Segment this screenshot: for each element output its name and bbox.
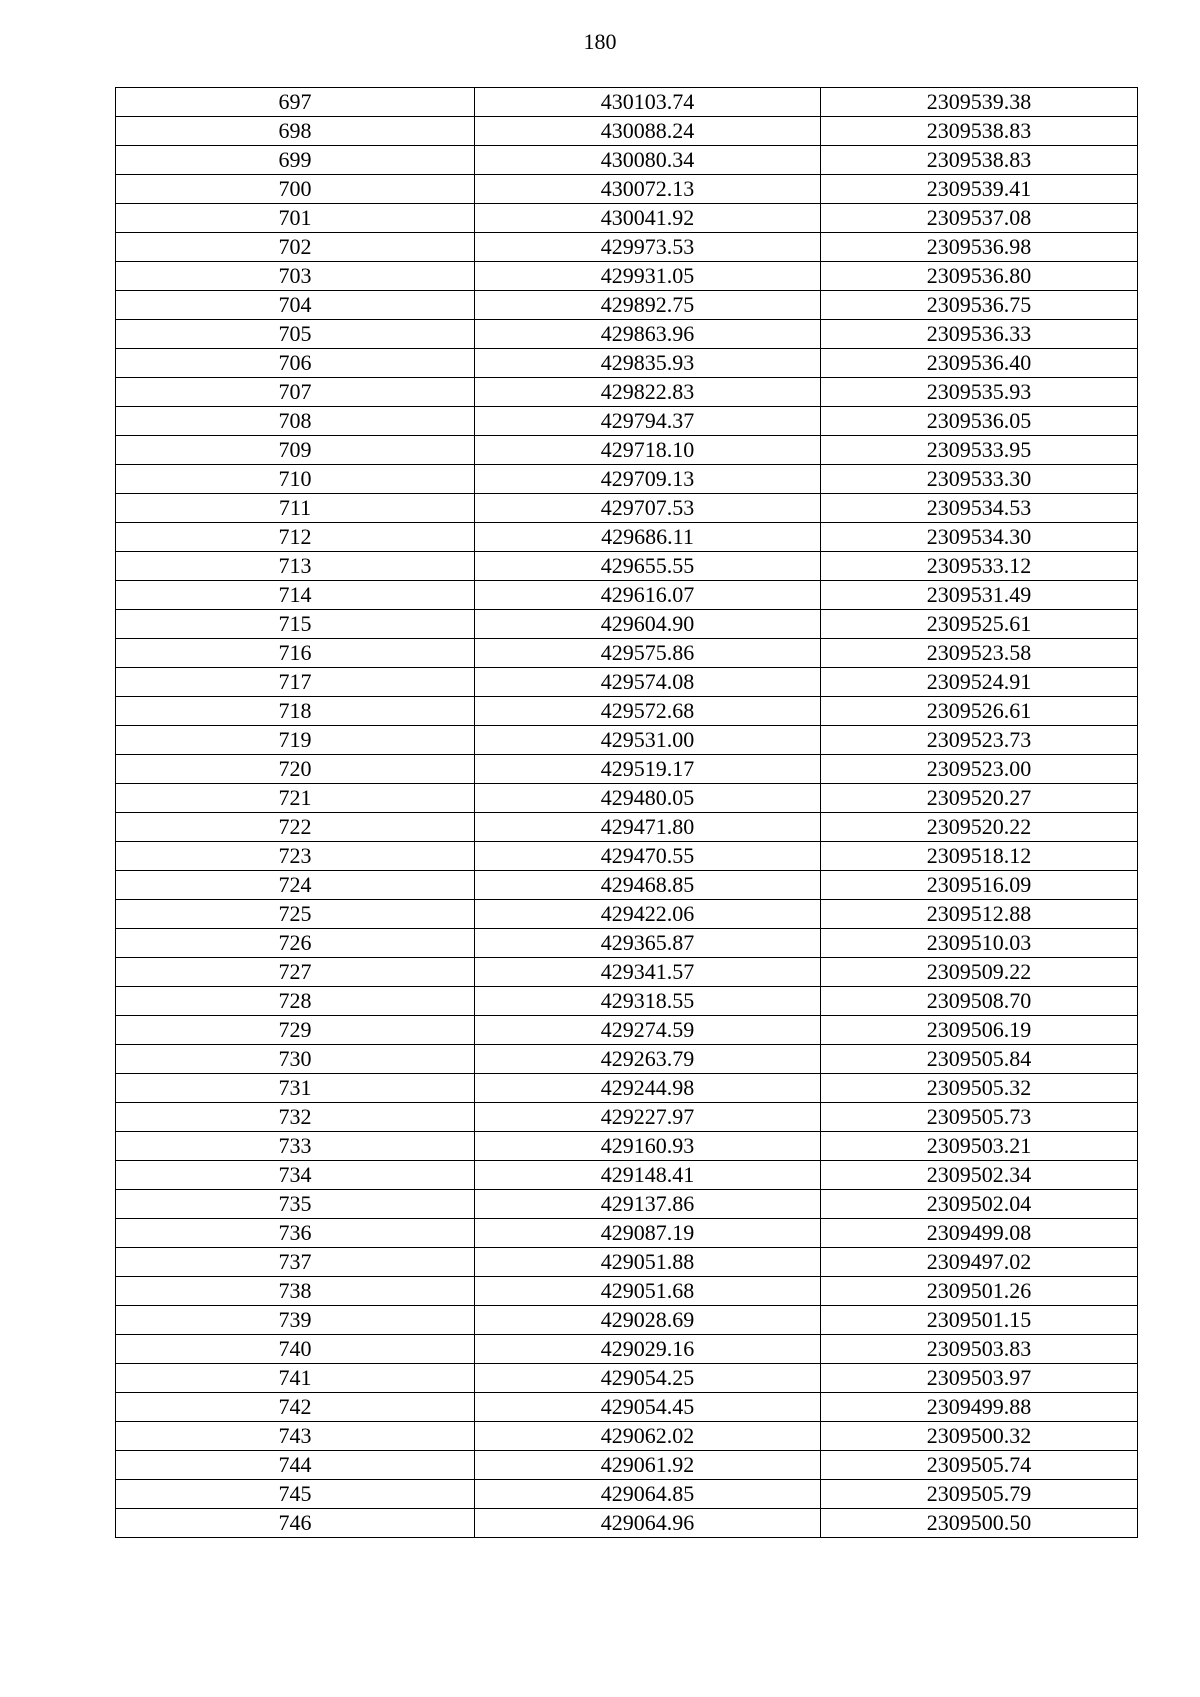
table-row bbox=[116, 1219, 1138, 1248]
point-number-cell: 717 bbox=[116, 668, 475, 697]
table-row bbox=[116, 639, 1138, 668]
x-coordinate-cell: 429973.53 bbox=[475, 233, 821, 262]
point-number-cell: 733 bbox=[116, 1132, 475, 1161]
y-coordinate-cell: 2309531.49 bbox=[821, 581, 1138, 610]
x-coordinate-cell: 429863.96 bbox=[475, 320, 821, 349]
point-number-cell: 745 bbox=[116, 1480, 475, 1509]
table-row bbox=[116, 146, 1138, 175]
coordinate-table bbox=[115, 87, 1138, 1538]
point-number-cell: 720 bbox=[116, 755, 475, 784]
point-number-cell: 712 bbox=[116, 523, 475, 552]
table-row bbox=[116, 349, 1138, 378]
y-coordinate-cell: 2309497.02 bbox=[821, 1248, 1138, 1277]
table-row bbox=[116, 407, 1138, 436]
point-number-cell: 729 bbox=[116, 1016, 475, 1045]
x-coordinate-cell: 429931.05 bbox=[475, 262, 821, 291]
point-number-cell: 699 bbox=[116, 146, 475, 175]
point-number-cell: 722 bbox=[116, 813, 475, 842]
y-coordinate-cell: 2309523.73 bbox=[821, 726, 1138, 755]
y-coordinate-cell: 2309533.95 bbox=[821, 436, 1138, 465]
point-number-cell: 740 bbox=[116, 1335, 475, 1364]
y-coordinate-cell: 2309516.09 bbox=[821, 871, 1138, 900]
x-coordinate-cell: 429028.69 bbox=[475, 1306, 821, 1335]
table-row bbox=[116, 233, 1138, 262]
point-number-cell: 706 bbox=[116, 349, 475, 378]
point-number-cell: 716 bbox=[116, 639, 475, 668]
x-coordinate-cell: 430103.74 bbox=[475, 88, 821, 117]
x-coordinate-cell: 429029.16 bbox=[475, 1335, 821, 1364]
y-coordinate-cell: 2309533.12 bbox=[821, 552, 1138, 581]
y-coordinate-cell: 2309502.34 bbox=[821, 1161, 1138, 1190]
point-number-cell: 708 bbox=[116, 407, 475, 436]
y-coordinate-cell: 2309505.84 bbox=[821, 1045, 1138, 1074]
table-row bbox=[116, 958, 1138, 987]
x-coordinate-cell: 429244.98 bbox=[475, 1074, 821, 1103]
x-coordinate-cell: 429470.55 bbox=[475, 842, 821, 871]
x-coordinate-cell: 429148.41 bbox=[475, 1161, 821, 1190]
table-row bbox=[116, 1161, 1138, 1190]
point-number-cell: 728 bbox=[116, 987, 475, 1016]
x-coordinate-cell: 429574.08 bbox=[475, 668, 821, 697]
table-row bbox=[116, 1248, 1138, 1277]
x-coordinate-cell: 429572.68 bbox=[475, 697, 821, 726]
point-number-cell: 725 bbox=[116, 900, 475, 929]
x-coordinate-cell: 429227.97 bbox=[475, 1103, 821, 1132]
x-coordinate-cell: 429062.02 bbox=[475, 1422, 821, 1451]
point-number-cell: 703 bbox=[116, 262, 475, 291]
y-coordinate-cell: 2309536.05 bbox=[821, 407, 1138, 436]
x-coordinate-cell: 430072.13 bbox=[475, 175, 821, 204]
x-coordinate-cell: 429480.05 bbox=[475, 784, 821, 813]
x-coordinate-cell: 429686.11 bbox=[475, 523, 821, 552]
point-number-cell: 701 bbox=[116, 204, 475, 233]
x-coordinate-cell: 429892.75 bbox=[475, 291, 821, 320]
y-coordinate-cell: 2309502.04 bbox=[821, 1190, 1138, 1219]
x-coordinate-cell: 429087.19 bbox=[475, 1219, 821, 1248]
x-coordinate-cell: 429468.85 bbox=[475, 871, 821, 900]
y-coordinate-cell: 2309510.03 bbox=[821, 929, 1138, 958]
point-number-cell: 715 bbox=[116, 610, 475, 639]
y-coordinate-cell: 2309505.32 bbox=[821, 1074, 1138, 1103]
y-coordinate-cell: 2309505.74 bbox=[821, 1451, 1138, 1480]
x-coordinate-cell: 430041.92 bbox=[475, 204, 821, 233]
table-row bbox=[116, 1451, 1138, 1480]
table-row bbox=[116, 668, 1138, 697]
table-row bbox=[116, 1074, 1138, 1103]
point-number-cell: 734 bbox=[116, 1161, 475, 1190]
y-coordinate-cell: 2309509.22 bbox=[821, 958, 1138, 987]
table-row bbox=[116, 494, 1138, 523]
x-coordinate-cell: 429054.45 bbox=[475, 1393, 821, 1422]
x-coordinate-cell: 429531.00 bbox=[475, 726, 821, 755]
x-coordinate-cell: 430088.24 bbox=[475, 117, 821, 146]
point-number-cell: 698 bbox=[116, 117, 475, 146]
y-coordinate-cell: 2309500.32 bbox=[821, 1422, 1138, 1451]
table-row bbox=[116, 523, 1138, 552]
point-number-cell: 726 bbox=[116, 929, 475, 958]
x-coordinate-cell: 429604.90 bbox=[475, 610, 821, 639]
y-coordinate-cell: 2309499.88 bbox=[821, 1393, 1138, 1422]
y-coordinate-cell: 2309503.97 bbox=[821, 1364, 1138, 1393]
y-coordinate-cell: 2309536.40 bbox=[821, 349, 1138, 378]
table-row bbox=[116, 1103, 1138, 1132]
point-number-cell: 732 bbox=[116, 1103, 475, 1132]
x-coordinate-cell: 429160.93 bbox=[475, 1132, 821, 1161]
table-row bbox=[116, 1277, 1138, 1306]
point-number-cell: 719 bbox=[116, 726, 475, 755]
point-number-cell: 707 bbox=[116, 378, 475, 407]
table-row bbox=[116, 378, 1138, 407]
table-row bbox=[116, 987, 1138, 1016]
y-coordinate-cell: 2309505.79 bbox=[821, 1480, 1138, 1509]
point-number-cell: 746 bbox=[116, 1509, 475, 1538]
point-number-cell: 739 bbox=[116, 1306, 475, 1335]
table-row bbox=[116, 262, 1138, 291]
y-coordinate-cell: 2309512.88 bbox=[821, 900, 1138, 929]
x-coordinate-cell: 429341.57 bbox=[475, 958, 821, 987]
y-coordinate-cell: 2309533.30 bbox=[821, 465, 1138, 494]
table-row bbox=[116, 784, 1138, 813]
x-coordinate-cell: 429051.88 bbox=[475, 1248, 821, 1277]
y-coordinate-cell: 2309500.50 bbox=[821, 1509, 1138, 1538]
x-coordinate-cell: 429835.93 bbox=[475, 349, 821, 378]
y-coordinate-cell: 2309503.21 bbox=[821, 1132, 1138, 1161]
point-number-cell: 723 bbox=[116, 842, 475, 871]
point-number-cell: 713 bbox=[116, 552, 475, 581]
table-row bbox=[116, 436, 1138, 465]
point-number-cell: 718 bbox=[116, 697, 475, 726]
x-coordinate-cell: 429061.92 bbox=[475, 1451, 821, 1480]
x-coordinate-cell: 429274.59 bbox=[475, 1016, 821, 1045]
y-coordinate-cell: 2309525.61 bbox=[821, 610, 1138, 639]
y-coordinate-cell: 2309539.41 bbox=[821, 175, 1138, 204]
point-number-cell: 721 bbox=[116, 784, 475, 813]
x-coordinate-cell: 430080.34 bbox=[475, 146, 821, 175]
x-coordinate-cell: 429064.85 bbox=[475, 1480, 821, 1509]
y-coordinate-cell: 2309501.26 bbox=[821, 1277, 1138, 1306]
x-coordinate-cell: 429137.86 bbox=[475, 1190, 821, 1219]
point-number-cell: 709 bbox=[116, 436, 475, 465]
table-row bbox=[116, 871, 1138, 900]
table-row bbox=[116, 465, 1138, 494]
x-coordinate-cell: 429575.86 bbox=[475, 639, 821, 668]
table-row bbox=[116, 1190, 1138, 1219]
y-coordinate-cell: 2309520.22 bbox=[821, 813, 1138, 842]
table-row bbox=[116, 1509, 1138, 1538]
x-coordinate-cell: 429616.07 bbox=[475, 581, 821, 610]
y-coordinate-cell: 2309534.53 bbox=[821, 494, 1138, 523]
y-coordinate-cell: 2309518.12 bbox=[821, 842, 1138, 871]
point-number-cell: 700 bbox=[116, 175, 475, 204]
y-coordinate-cell: 2309526.61 bbox=[821, 697, 1138, 726]
x-coordinate-cell: 429054.25 bbox=[475, 1364, 821, 1393]
table-row bbox=[116, 1016, 1138, 1045]
point-number-cell: 743 bbox=[116, 1422, 475, 1451]
x-coordinate-cell: 429718.10 bbox=[475, 436, 821, 465]
x-coordinate-cell: 429051.68 bbox=[475, 1277, 821, 1306]
point-number-cell: 727 bbox=[116, 958, 475, 987]
y-coordinate-cell: 2309536.80 bbox=[821, 262, 1138, 291]
point-number-cell: 704 bbox=[116, 291, 475, 320]
x-coordinate-cell: 429655.55 bbox=[475, 552, 821, 581]
table-row bbox=[116, 1045, 1138, 1074]
page-number: 180 bbox=[583, 29, 617, 54]
table-row bbox=[116, 204, 1138, 233]
y-coordinate-cell: 2309503.83 bbox=[821, 1335, 1138, 1364]
y-coordinate-cell: 2309501.15 bbox=[821, 1306, 1138, 1335]
x-coordinate-cell: 429263.79 bbox=[475, 1045, 821, 1074]
table-row bbox=[116, 1335, 1138, 1364]
table-row bbox=[116, 88, 1138, 117]
point-number-cell: 741 bbox=[116, 1364, 475, 1393]
y-coordinate-cell: 2309524.91 bbox=[821, 668, 1138, 697]
table-row bbox=[116, 1306, 1138, 1335]
point-number-cell: 705 bbox=[116, 320, 475, 349]
y-coordinate-cell: 2309536.75 bbox=[821, 291, 1138, 320]
y-coordinate-cell: 2309520.27 bbox=[821, 784, 1138, 813]
y-coordinate-cell: 2309535.93 bbox=[821, 378, 1138, 407]
y-coordinate-cell: 2309536.98 bbox=[821, 233, 1138, 262]
x-coordinate-cell: 429709.13 bbox=[475, 465, 821, 494]
table-row bbox=[116, 320, 1138, 349]
x-coordinate-cell: 429318.55 bbox=[475, 987, 821, 1016]
y-coordinate-cell: 2309523.00 bbox=[821, 755, 1138, 784]
point-number-cell: 714 bbox=[116, 581, 475, 610]
point-number-cell: 737 bbox=[116, 1248, 475, 1277]
coordinate-table-body bbox=[116, 88, 1138, 1538]
table-row bbox=[116, 726, 1138, 755]
table-row bbox=[116, 842, 1138, 871]
point-number-cell: 738 bbox=[116, 1277, 475, 1306]
table-row bbox=[116, 755, 1138, 784]
y-coordinate-cell: 2309506.19 bbox=[821, 1016, 1138, 1045]
point-number-cell: 736 bbox=[116, 1219, 475, 1248]
y-coordinate-cell: 2309538.83 bbox=[821, 146, 1138, 175]
y-coordinate-cell: 2309539.38 bbox=[821, 88, 1138, 117]
x-coordinate-cell: 429422.06 bbox=[475, 900, 821, 929]
table-row bbox=[116, 813, 1138, 842]
table-row bbox=[116, 610, 1138, 639]
point-number-cell: 711 bbox=[116, 494, 475, 523]
table-row bbox=[116, 1393, 1138, 1422]
point-number-cell: 731 bbox=[116, 1074, 475, 1103]
table-row bbox=[116, 1480, 1138, 1509]
table-row bbox=[116, 291, 1138, 320]
x-coordinate-cell: 429519.17 bbox=[475, 755, 821, 784]
table-row bbox=[116, 552, 1138, 581]
point-number-cell: 697 bbox=[116, 88, 475, 117]
x-coordinate-cell: 429471.80 bbox=[475, 813, 821, 842]
x-coordinate-cell: 429707.53 bbox=[475, 494, 821, 523]
y-coordinate-cell: 2309534.30 bbox=[821, 523, 1138, 552]
y-coordinate-cell: 2309508.70 bbox=[821, 987, 1138, 1016]
y-coordinate-cell: 2309505.73 bbox=[821, 1103, 1138, 1132]
x-coordinate-cell: 429365.87 bbox=[475, 929, 821, 958]
point-number-cell: 742 bbox=[116, 1393, 475, 1422]
table-row bbox=[116, 117, 1138, 146]
point-number-cell: 724 bbox=[116, 871, 475, 900]
table-row bbox=[116, 581, 1138, 610]
table-row bbox=[116, 697, 1138, 726]
y-coordinate-cell: 2309499.08 bbox=[821, 1219, 1138, 1248]
point-number-cell: 744 bbox=[116, 1451, 475, 1480]
x-coordinate-cell: 429822.83 bbox=[475, 378, 821, 407]
table-row bbox=[116, 900, 1138, 929]
table-row bbox=[116, 1132, 1138, 1161]
point-number-cell: 735 bbox=[116, 1190, 475, 1219]
point-number-cell: 702 bbox=[116, 233, 475, 262]
point-number-cell: 710 bbox=[116, 465, 475, 494]
table-row bbox=[116, 175, 1138, 204]
table-row bbox=[116, 1364, 1138, 1393]
x-coordinate-cell: 429794.37 bbox=[475, 407, 821, 436]
y-coordinate-cell: 2309523.58 bbox=[821, 639, 1138, 668]
y-coordinate-cell: 2309536.33 bbox=[821, 320, 1138, 349]
point-number-cell: 730 bbox=[116, 1045, 475, 1074]
y-coordinate-cell: 2309537.08 bbox=[821, 204, 1138, 233]
x-coordinate-cell: 429064.96 bbox=[475, 1509, 821, 1538]
y-coordinate-cell: 2309538.83 bbox=[821, 117, 1138, 146]
table-row bbox=[116, 929, 1138, 958]
table-row bbox=[116, 1422, 1138, 1451]
